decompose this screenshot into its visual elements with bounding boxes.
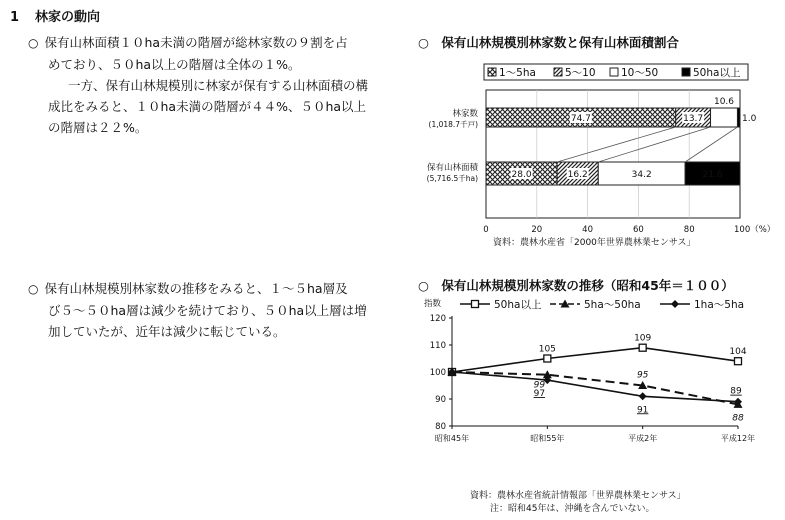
marker-diamond (639, 392, 647, 400)
data-label: 88 (732, 413, 744, 424)
legend-label: 50ha以上 (494, 299, 542, 311)
category-label: 林家数 (452, 109, 478, 119)
chart2-source: 資料：農林水産省統計情報部「世界農林業センサス」 (470, 491, 686, 501)
chart1-source: 資料：農林水産省「2000年世界農林業センサス」 (493, 238, 696, 248)
x-tick-label: 80 (683, 225, 695, 235)
marker-square (735, 358, 742, 365)
legend-label: 1～5ha (499, 67, 536, 79)
section-title: 林家の動向 (35, 10, 101, 25)
paragraph-line: 加していたが、近年は減少に転じている。 (48, 324, 286, 339)
marker-square (472, 301, 479, 308)
data-label: 89 (730, 386, 742, 397)
data-label: 104 (729, 347, 747, 358)
legend-label: 1ha～5ha (694, 299, 745, 311)
x-tick-label: 平成12年 (720, 434, 756, 443)
line-chart (408, 292, 785, 482)
series-line (452, 348, 738, 372)
legend-swatch (554, 68, 562, 76)
data-label-text: 16.2 (567, 170, 588, 180)
data-label-text: 28.0 (511, 170, 532, 180)
legend-item (460, 298, 542, 311)
series-line (452, 372, 738, 402)
y-tick-label: 120 (429, 314, 446, 324)
paragraph-line: 成比をみると、１０ha未満の階層が４４%、５０ha以上 (48, 99, 367, 114)
marker-square (639, 344, 646, 351)
legend-swatch (682, 68, 690, 76)
x-tick-label: 40 (582, 225, 594, 235)
x-tick-label: 0 (483, 225, 489, 235)
x-tick-label: 平成2年 (628, 434, 658, 443)
paragraph-line: 一方、保有山林規模別に林家が保有する山林面積の構 (68, 78, 369, 93)
category-sublabel: (5,716.5千ha) (426, 174, 478, 183)
bar-segment (737, 108, 740, 127)
y-axis-label: 指数 (424, 299, 442, 309)
chart2-title: ○ 保有山林規模別林家数の推移（昭和45年＝１００） (418, 278, 734, 293)
bullet: ○ (28, 36, 39, 50)
x-tick-label: 60 (632, 225, 644, 235)
data-label-text: 34.2 (631, 170, 652, 180)
data-label: 109 (634, 333, 652, 344)
legend-item (660, 299, 744, 311)
data-label-text: 13.7 (683, 114, 704, 124)
legend-label: 5ha～50ha (584, 299, 641, 311)
chart2-legend (460, 298, 744, 311)
data-label: 99 (533, 380, 546, 391)
bullet: ○ (28, 282, 39, 296)
data-label (742, 114, 757, 124)
marker-diamond (671, 300, 679, 308)
y-tick-label: 110 (429, 341, 446, 351)
data-label: 97 (533, 389, 546, 400)
section-number: 1 (10, 10, 20, 25)
x-tick-label: 20 (531, 225, 543, 235)
data-label (682, 112, 704, 124)
legend-label: 5～10 (565, 67, 596, 79)
data-label (511, 168, 533, 180)
category-label: 保有山林面積 (426, 163, 478, 173)
bar-segment (711, 108, 738, 127)
category-sublabel: (1,018.7千戸) (428, 120, 478, 129)
chart2-note: 注：昭和45年は、沖縄を含んでいない。 (490, 504, 655, 514)
data-label (714, 97, 734, 107)
legend-swatch (488, 68, 496, 76)
chart1-title: ○ 保有山林規模別林家数と保有山林面積割合 (418, 35, 679, 50)
paragraph-2 (28, 278, 367, 342)
data-label: 95 (636, 370, 649, 381)
data-label: 91 (636, 405, 649, 416)
data-label: 105 (538, 344, 556, 355)
chart1-legend (484, 64, 748, 80)
legend-item (550, 299, 641, 311)
stacked-bar-chart (400, 52, 785, 242)
legend-label: 50ha以上 (693, 67, 741, 79)
paragraph-line: めており、５０ha以上の階層は全体の１%。 (48, 57, 301, 72)
data-label (567, 168, 589, 180)
x-tick-label: 昭和55年 (530, 434, 565, 443)
paragraph-line: ○ 保有山林規模別林家数の推移をみると、１～５ha層及 (28, 281, 348, 296)
section-heading (10, 6, 100, 25)
y-tick-label: 80 (435, 422, 446, 432)
legend-swatch (610, 68, 618, 76)
paragraph-line: び５～５０ha層は減少を続けており、５０ha以上層は増 (48, 303, 367, 318)
paragraph-line: の階層は２２%。 (48, 120, 148, 135)
data-label-text: 21.6 (702, 170, 723, 180)
x-tick-label: 100（%） (734, 225, 776, 235)
data-label-text: 10.6 (713, 97, 735, 107)
paragraph-1 (28, 32, 368, 138)
data-label (631, 168, 653, 180)
marker-square (544, 355, 551, 362)
data-label (702, 168, 724, 180)
data-label (570, 112, 592, 124)
paragraph-line: ○ 保有山林面積１０ha未満の階層が総林家数の９割を占 (28, 35, 348, 50)
y-tick-label: 100 (429, 368, 446, 378)
x-tick-label: 昭和45年 (434, 434, 470, 443)
data-label-text: 1.0 (742, 114, 757, 124)
legend-label: 10～50 (621, 67, 659, 79)
y-tick-label: 90 (435, 395, 446, 405)
data-label-text: 74.7 (570, 114, 591, 124)
